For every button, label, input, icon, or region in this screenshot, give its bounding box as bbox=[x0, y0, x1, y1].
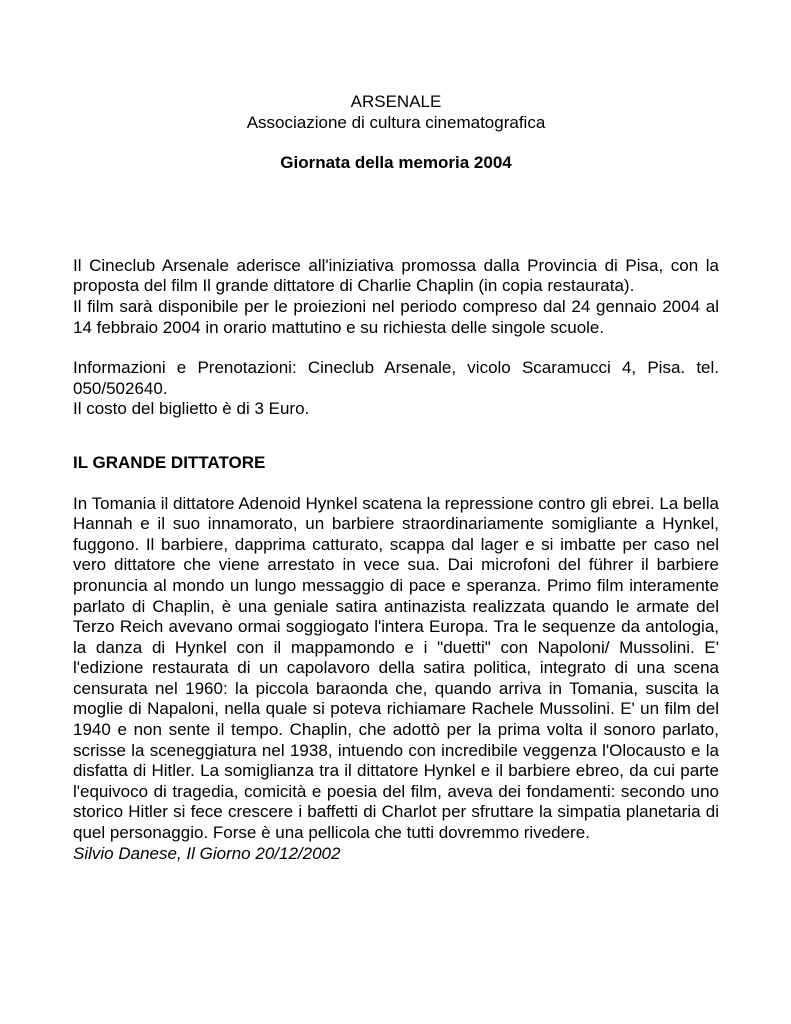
review-paragraph bbox=[73, 494, 719, 865]
org-name: ARSENALE bbox=[350, 92, 442, 111]
info-paragraph bbox=[73, 358, 719, 420]
info-line: Informazioni e Prenotazioni: Cineclub Arsenale, vicolo Scaramucci 4, Pisa. tel. 050/502640. bbox=[73, 358, 719, 398]
event-title: Giornata della memoria 2004 bbox=[280, 153, 512, 173]
org-subtitle: Associazione di cultura cinematografica bbox=[246, 112, 546, 132]
info-line: Il costo del biglietto è di 3 Euro. bbox=[73, 399, 310, 419]
document-page bbox=[73, 92, 719, 864]
review-signature: Silvio Danese, Il Giorno 20/12/2002 bbox=[73, 843, 341, 863]
intro-line: Il Cineclub Arsenale aderisce all'iniziativa promossa dalla Provincia di Pisa, con la proposta del film Il grande dittatore di Charlie Chaplin (in copia restaurata). bbox=[73, 255, 719, 296]
section-heading: IL GRANDE DITTATORE bbox=[73, 452, 266, 472]
document-header bbox=[73, 92, 719, 174]
intro-paragraph bbox=[73, 256, 719, 338]
review-text: In Tomania il dittatore Adenoid Hynkel scatena la repressione contro gli ebrei. La bella Hannah e il suo innamorato, un barbiere straordinariamente somigliante a Hynkel, fuggono. Il barbiere, dapprima catturato, scappa dal lager e si imbatte per caso nel vero dittatore che viene arrestato in vece sua. Dai microfoni del führer il barbiere pronuncia al mondo un lungo messaggio di pace e speranza. Primo film interamente parlato di Chaplin, è una geniale satira antinazista realizzata quando le armate del Terzo Reich avevano ormai soggiogato l'intera Europa. Tra le sequenze da antologia, la danza di Hynkel con il mappamondo e i "duetti" con Napoloni/ Mussolini. E' l'edizione restaurata di un capolavoro della satira politica, integrato di una scena censurata nel 1960: la piccola baraonda che, quando arriva in Tomania, suscita la moglie di Napaloni, nella quale si poteva richiamare Rachele Mussolini. E' un film del 1940 e non sente il tempo. Chaplin, che adottò per la prima volta il sonoro parlato, scrisse la sceneggiatura nel 1938, intuendo con incredibile veggenza l'Olocausto e la disfatta di Hitler. La somiglianza tra il dittatore Hynkel e il barbiere ebreo, da cui parte l'equivoco di tragedia, comicità e poesia del film, aveva dei fondamenti: secondo uno storico Hitler si fece crescere i baffetti di Charlot per sfruttare la simpatia planetaria di quel personaggio. Forse è una pellicola che tutti dovremmo rivedere. bbox=[73, 493, 719, 843]
intro-line: Il film sarà disponibile per le proiezioni nel periodo compreso dal 24 gennaio 2004 al 14 febbraio 2004 in orario mattutino e su richiesta delle singole scuole. bbox=[73, 296, 719, 337]
